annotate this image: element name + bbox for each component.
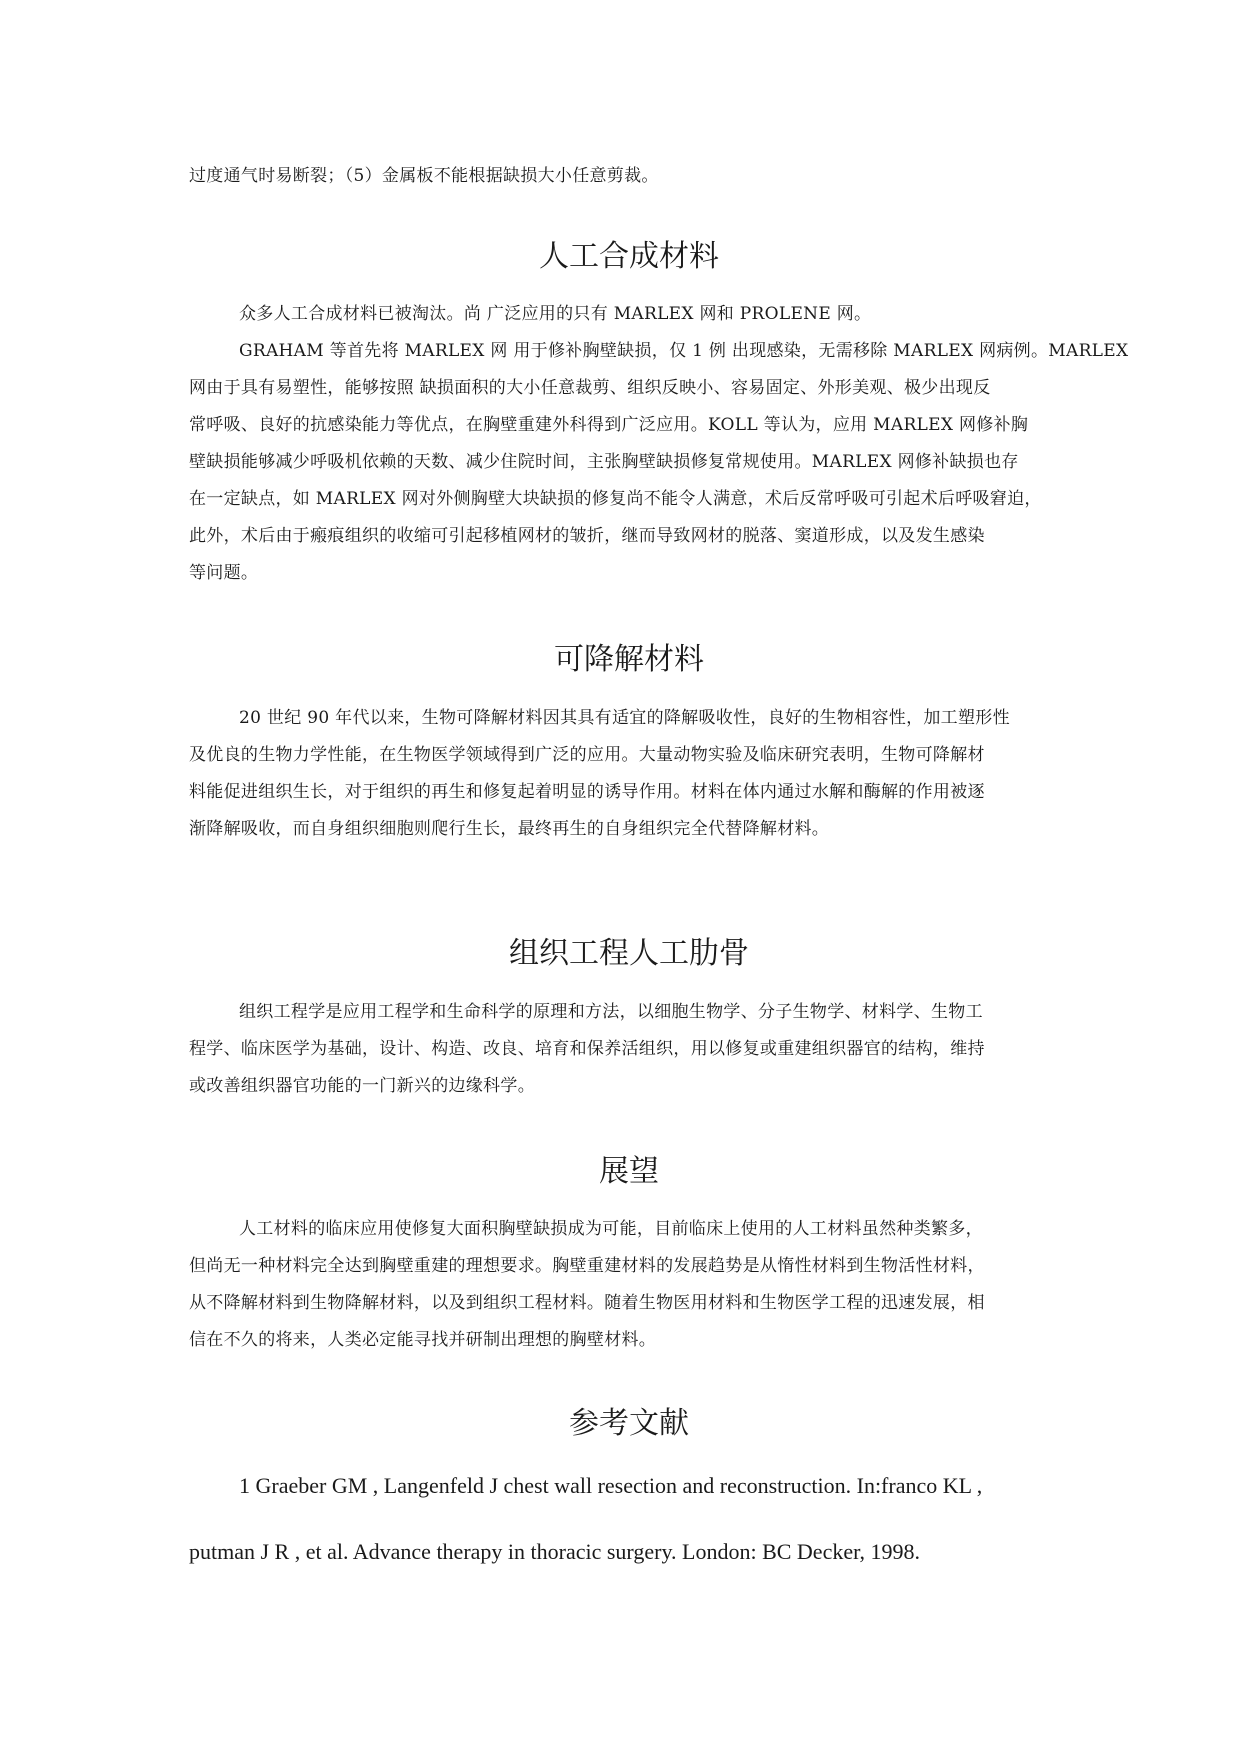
paragraph-line: 壁缺损能够减少呼吸机依赖的天数、减少住院时间，主张胸壁缺损修复常规使用。MARLEX 网修补缺损也存 (189, 452, 1019, 472)
section-heading: 人工合成材料 (539, 239, 719, 274)
paragraph-line: 常呼吸、良好的抗感染能力等优点，在胸壁重建外科得到广泛应用。KOLL 等认为，应用 MARLEX 网修补胸 (189, 415, 1029, 435)
paragraph-line: 组织工程学是应用工程学和生命科学的原理和方法，以细胞生物学、分子生物学、材料学、生物工 (239, 1002, 983, 1022)
paragraph-line: 网由于具有易塑性，能够按照 缺损面积的大小任意裁剪、组织反映小、容易固定、外形美观、极少出现反 (189, 378, 991, 398)
section-body (189, 700, 1069, 848)
paragraph-line: 过度通气时易断裂；（5）金属板不能根据缺损大小任意剪裁。 (189, 166, 659, 186)
paragraph-line: 程学、临床医学为基础，设计、构造、改良、培育和保养活组织，用以修复或重建组织器官的结构，维持 (189, 1039, 985, 1059)
paragraph-line: 从不降解材料到生物降解材料，以及到组织工程材料。随着生物医用材料和生物医学工程的迅速发展，相 (189, 1293, 985, 1313)
paragraph-line: 料能促进组织生长，对于组织的再生和修复起着明显的诱导作用。材料在体内通过水解和酶解的作用被逐 (189, 782, 985, 802)
paragraph-line: 在一定缺点，如 MARLEX 网对外侧胸壁大块缺损的修复尚不能令人满意，术后反常呼吸可引起术后呼吸窘迫， (189, 489, 1042, 509)
section-body (189, 994, 1069, 1105)
reference-line: 1 Graeber GM , Langenfeld J chest wall resection and reconstruction. In:franco KL , (239, 1473, 983, 1498)
paragraph-line: 渐降解吸收，而自身组织细胞则爬行生长，最终再生的自身组织完全代替降解材料。 (189, 819, 830, 839)
section-heading: 组织工程人工肋骨 (509, 936, 749, 971)
paragraph-line: 及优良的生物力学性能，在生物医学领域得到广泛的应用。大量动物实验及临床研究表明，生物可降解材 (189, 745, 985, 765)
paragraph-line: 信在不久的将来，人类必定能寻找并研制出理想的胸壁材料。 (189, 1330, 657, 1350)
paragraph-line: 此外，术后由于瘢痕组织的收缩可引起移植网材的皱折，继而导致网材的脱落、窦道形成，以及发生感染 (189, 526, 985, 546)
paragraph-line: GRAHAM 等首先将 MARLEX 网 用于修补胸壁缺损，仅 1 例 出现感染，无需移除 MARLEX 网病例。MARLEX (239, 341, 1129, 361)
references-heading: 参考文献 (569, 1406, 689, 1441)
paragraph-line: 或改善组织器官功能的一门新兴的边缘科学。 (189, 1076, 535, 1096)
references-list (189, 1468, 1069, 1570)
section-heading: 可降解材料 (554, 642, 704, 677)
section-body (189, 1211, 1069, 1359)
paragraph-line: 20 世纪 90 年代以来，生物可降解材料因其具有适宜的降解吸收性，良好的生物相容性，加工塑形性 (239, 708, 1010, 728)
paragraph-line: 众多人工合成材料已被淘汰。尚 广泛应用的只有 MARLEX 网和 PROLENE 网。 (239, 304, 872, 324)
continued-paragraph (189, 158, 1069, 195)
paragraph-line: 等问题。 (189, 563, 259, 583)
paragraph-line: 人工材料的临床应用使修复大面积胸壁缺损成为可能，目前临床上使用的人工材料虽然种类繁多， (239, 1219, 983, 1239)
section-body (189, 296, 1129, 592)
reference-line: putman J R , et al. Advance therapy in thoracic surgery. London: BC Decker, 1998. (189, 1539, 921, 1564)
section-heading: 展望 (599, 1154, 659, 1189)
paragraph-line: 但尚无一种材料完全达到胸壁重建的理想要求。胸壁重建材料的发展趋势是从惰性材料到生物活性材料， (189, 1256, 985, 1276)
